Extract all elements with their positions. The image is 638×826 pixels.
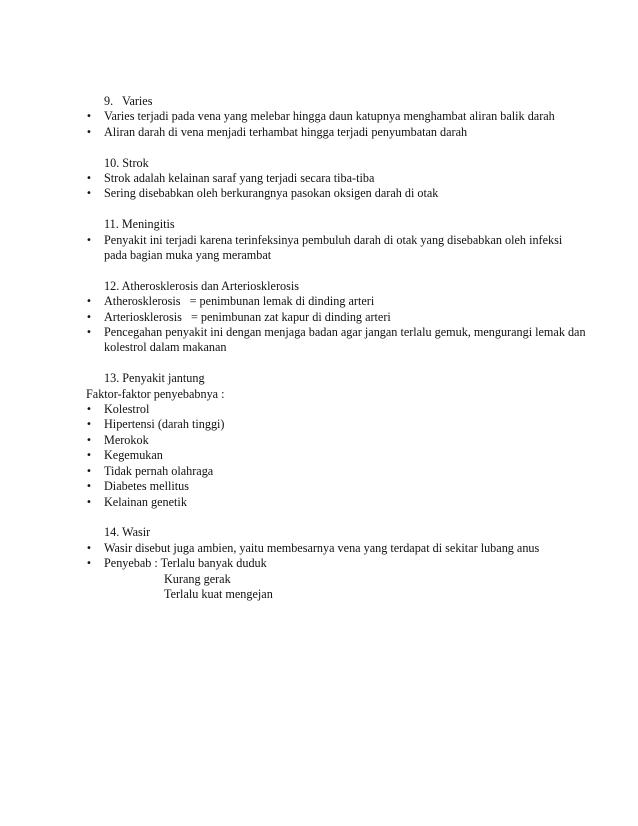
list-item: [86, 479, 586, 494]
list-item: [86, 186, 586, 201]
section-heading-atherosklerosis: 12. Atherosklerosis dan Arteriosklerosis: [104, 278, 299, 293]
bullet-icon: •: [86, 173, 92, 185]
list-item-text: Pencegahan penyakit ini dengan menjaga badan agar jangan terlalu gemuk, mengurangi lemak dan kolestrol dalam makanan: [104, 325, 586, 355]
bullet-icon: •: [86, 465, 92, 477]
list-jantung: [86, 402, 586, 510]
list-item: [86, 325, 586, 356]
list-strok: [86, 171, 586, 202]
bullet-icon: •: [86, 234, 92, 246]
list-item-text: Atherosklerosis = penimbunan lemak di dinding arteri: [104, 294, 375, 309]
bullet-icon: •: [86, 311, 92, 323]
list-item: [86, 417, 586, 432]
list-item-text: Strok adalah kelainan saraf yang terjadi secara tiba-tiba: [104, 171, 375, 186]
document-content: [86, 94, 586, 602]
list-item: [86, 310, 586, 325]
bullet-icon: •: [86, 404, 92, 416]
list-item-text: Aliran darah di vena menjadi terhambat hingga terjadi penyumbatan darah: [104, 124, 468, 139]
list-item: [86, 433, 586, 448]
list-item-text: Kegemukan: [104, 448, 163, 463]
list-item-text: Tidak pernah olahraga: [104, 463, 214, 478]
list-item-text: Varies terjadi pada vena yang melebar hingga daun katupnya menghambat aliran balik darah: [104, 109, 555, 124]
section-heading-jantung: 13. Penyakit jantung: [104, 371, 205, 386]
list-item: [86, 464, 586, 479]
list-item: [86, 556, 586, 602]
list-item-text: Arteriosklerosis = penimbunan zat kapur di dinding arteri: [104, 309, 391, 324]
list-item-text: Sering disebabkan oleh berkurangnya pasokan oksigen darah di otak: [104, 186, 439, 201]
list-item: [86, 294, 586, 309]
section-heading-meningitis: 11. Meningitis: [104, 217, 175, 232]
list-item-text: Kolestrol: [104, 402, 150, 417]
heading-text: Varies: [122, 94, 153, 108]
factors-intro: Faktor-faktor penyebabnya :: [86, 386, 225, 401]
bullet-icon: •: [86, 111, 92, 123]
bullet-icon: •: [86, 327, 92, 339]
bullet-icon: •: [86, 434, 92, 446]
list-item: [86, 448, 586, 463]
penyebab-continuation: Kurang gerak: [164, 571, 231, 586]
list-item: [86, 495, 586, 510]
list-meningitis: [86, 233, 586, 264]
list-item-text: Kelainan genetik: [104, 494, 187, 509]
list-item-text: Penyakit ini terjadi karena terinfeksinya pembuluh darah di otak yang disebabkan oleh infeksi pada bagian muka yang merambat: [104, 232, 563, 263]
bullet-icon: •: [86, 188, 92, 200]
bullet-icon: •: [86, 481, 92, 493]
list-item: [86, 402, 586, 417]
section-heading-strok: 10. Strok: [104, 155, 149, 170]
heading-number: 9.: [104, 94, 114, 108]
bullet-icon: •: [86, 558, 92, 570]
bullet-icon: •: [86, 496, 92, 508]
bullet-icon: •: [86, 126, 92, 138]
list-item-text: Wasir disebut juga ambien, yaitu membesarnya vena yang terdapat di sekitar lubang anus: [104, 540, 540, 555]
list-item: [86, 171, 586, 186]
list-wasir: [86, 541, 586, 603]
list-atherosklerosis: [86, 294, 586, 356]
list-item: [86, 541, 586, 556]
section-heading-varies: [86, 94, 586, 109]
list-item: [86, 109, 586, 124]
list-item-text: Diabetes mellitus: [104, 479, 189, 494]
list-item: [86, 233, 586, 264]
bullet-icon: •: [86, 296, 92, 308]
bullet-icon: •: [86, 450, 92, 462]
section-heading-wasir: 14. Wasir: [104, 525, 151, 540]
list-item-text: Merokok: [104, 432, 149, 447]
list-varies: [86, 109, 586, 140]
penyebab-label: Penyebab : Terlalu banyak duduk: [104, 556, 267, 571]
bullet-icon: •: [86, 419, 92, 431]
penyebab-continuation: Terlalu kuat mengejan: [164, 586, 273, 601]
list-item: [86, 125, 586, 140]
bullet-icon: •: [86, 542, 92, 554]
list-item-text: Hipertensi (darah tinggi): [104, 417, 225, 432]
